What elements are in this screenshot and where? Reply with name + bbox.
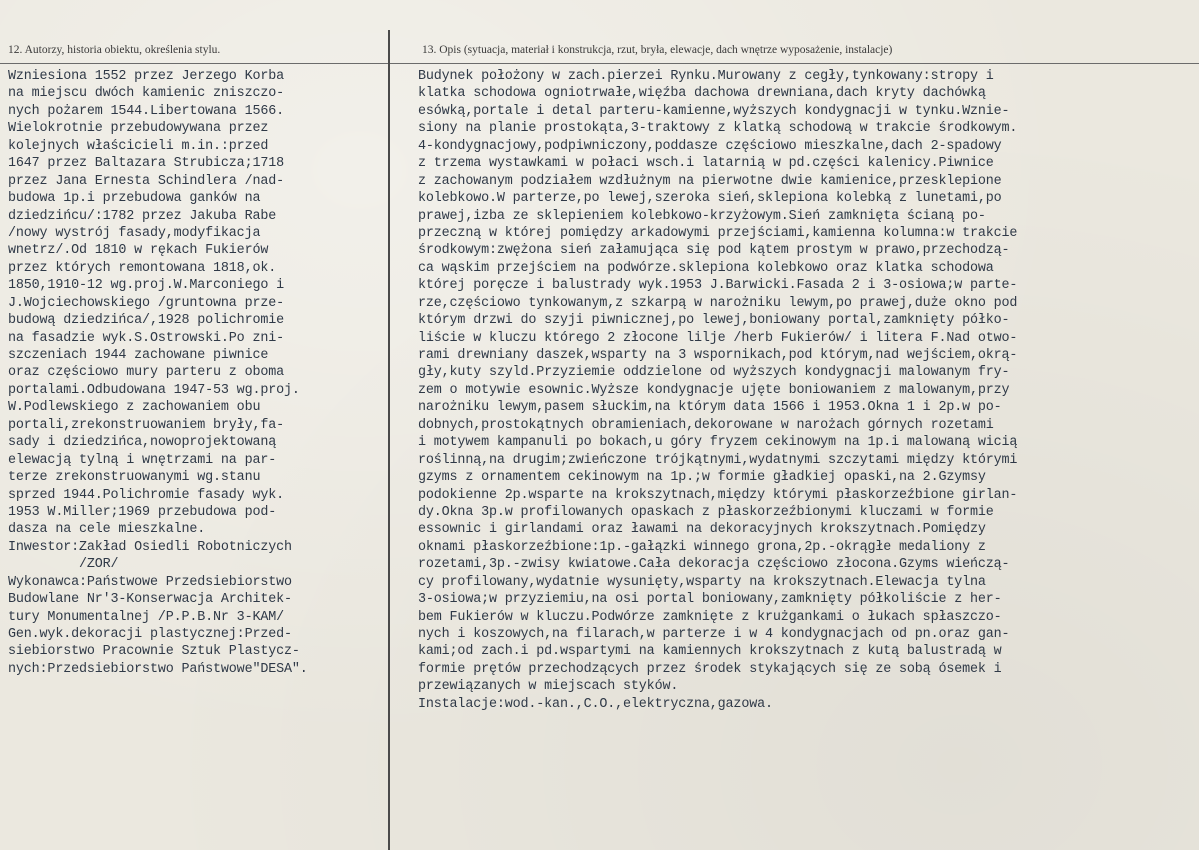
text-line: W.Podlewskiego z zachowaniem obu bbox=[8, 400, 261, 416]
text-line: 1647 przez Baltazara Strubicza;1718 bbox=[8, 156, 284, 172]
text-line: Wzniesiona 1552 przez Jerzego Korba bbox=[8, 69, 284, 84]
text-line: kolejnych właścicieli m.in.:przed bbox=[8, 138, 269, 154]
text-line: sady i dziedzińca,nowoprojektowaną bbox=[8, 435, 277, 451]
text-line: 3-osiowa;w przyziemiu,na osi portal boniowany,zamknięty półkoliście z her- bbox=[418, 592, 1002, 608]
text-line: kami;od zach.i pd.wspartymi na kamiennych krokszytnach z kutą balustradą w bbox=[418, 644, 1002, 660]
text-line: Budynek położony w zach.pierzei Rynku.Murowany z cegły,tynkowany:stropy i bbox=[418, 69, 994, 84]
text-line: rze,częściowo tynkowanym,z szkarpą w narożniku lewym,po prawej,duże okno pod bbox=[418, 295, 1018, 311]
text-line: cy profilowany,wydatnie wysunięty,wsparty na krokszytnach.Elewacja tylna bbox=[418, 574, 986, 590]
text-line: na fasadzie wyk.S.Ostrowski.Po zni- bbox=[8, 330, 284, 346]
text-line: której poręcze i balustrady wyk.1953 J.Barwicki.Fasada 2 i 3-osiowa;w parte- bbox=[418, 278, 1018, 294]
text-line: na miejscu dwóch kamienic zniszczo- bbox=[8, 86, 284, 102]
text-line: /ZOR/ bbox=[8, 557, 119, 573]
history-text-column bbox=[8, 68, 386, 678]
text-line: przez których remontowana 1818,ok. bbox=[8, 260, 277, 276]
text-line: z zachowanym podziałem wzdłużnym na pierwotne dwie kamienice,przesklepione bbox=[418, 173, 1002, 189]
text-line: Budowlane Nr'3-Konserwacja Architek- bbox=[8, 592, 292, 608]
text-line: 4-kondygnacjowy,podpiwniczony,poddasze częściowo mieszkalne,dach 2-spadowy bbox=[418, 138, 1002, 154]
text-line: podokienne 2p.wsparte na krokszytnach,między którymi płaskorzeźbione girlan- bbox=[418, 487, 1018, 503]
text-line: kolebkowo.W parterze,po lewej,szeroka sień,sklepiona kolebką z lunetami,po bbox=[418, 191, 1002, 207]
text-line: bem Fukierów w kluczu.Podwórze zamknięte z krużgankami o łukach spłaszczo- bbox=[418, 609, 1002, 625]
text-line: Wykonawca:Państwowe Przedsiebiorstwo bbox=[8, 574, 292, 590]
text-line: dasza na cele mieszkalne. bbox=[8, 522, 206, 538]
text-line: portali,zrekonstruowaniem bryły,fa- bbox=[8, 417, 284, 433]
text-line: przez Jana Ernesta Schindlera /nad- bbox=[8, 173, 284, 189]
text-line: narożniku lewym,pasem słuckim,na którym data 1566 i 1953.Okna 1 i 2p.w po- bbox=[418, 400, 1002, 416]
text-line: formie prętów przechodzących przez środek stykających się ze sobą ósemek i bbox=[418, 661, 1002, 677]
text-line: nych:Przedsiebiorstwo Państwowe"DESA". bbox=[8, 661, 308, 677]
text-line: budową dziedzińca/,1928 polichromie bbox=[8, 313, 284, 329]
text-line: roślinną,na drugim;zwieńczone trójkątnymi,wydatnymi szczytami między którymi bbox=[418, 452, 1018, 468]
text-line: 1953 W.Miller;1969 przebudowa pod- bbox=[8, 504, 277, 520]
text-line: siony na planie prostokąta,3-traktowy z klatką schodową w trakcie środkowym. bbox=[418, 121, 1018, 137]
text-line: 1850,1910-12 wg.proj.W.Marconiego i bbox=[8, 278, 284, 294]
text-line: oknami płaskorzeźbione:1p.-gałązki winnego grona,2p.-okrągłe medaliony z bbox=[418, 539, 986, 555]
text-line: liście w kluczu którego 2 złocone lilje /herb Fukierów/ i litera F.Nad otwo- bbox=[418, 330, 1018, 346]
text-line: gzyms z ornamentem cekinowym na 1p.;w formie gładkiej opaski,na 2.Gzymsy bbox=[418, 470, 986, 486]
text-line: rozetami,3p.-zwisy kwiatowe.Cała dekoracja częściowo złocona.Gzyms wieńczą- bbox=[418, 557, 1010, 573]
text-line: Wielokrotnie przebudowywana przez bbox=[8, 121, 269, 137]
text-line: sprzed 1944.Polichromie fasady wyk. bbox=[8, 487, 284, 503]
text-line: budowa 1p.i przebudowa ganków na bbox=[8, 191, 261, 207]
text-line: dobnych,prostokątnych obramieniach,dekorowane w narożach górnych rozetami bbox=[418, 417, 994, 433]
text-line: tury Monumentalnej /P.P.B.Nr 3-KAM/ bbox=[8, 609, 284, 625]
text-line: przewiązanych w miejscach styków. bbox=[418, 679, 679, 695]
text-line: dziedzińcu/:1782 przez Jakuba Rabe bbox=[8, 208, 277, 224]
text-line: J.Wojciechowskiego /gruntowna prze- bbox=[8, 295, 284, 311]
text-line: siebiorstwo Pracownie Sztuk Plastycz- bbox=[8, 644, 300, 660]
column-divider bbox=[388, 30, 390, 850]
text-line: środkowym:zwężona sień załamująca się pod kątem prostym w prawo,przechodzą- bbox=[418, 243, 1010, 259]
text-line: którym drzwi do szyji piwnicznej,po lewej,boniowany portal,zamknięty półko- bbox=[418, 313, 1010, 329]
text-line: esówką,portale i detal parteru-kamienne,wyższych kondygnacji w tynku.Wznie- bbox=[418, 103, 1010, 119]
text-line: terze zrekonstruowanymi wg.stanu bbox=[8, 470, 261, 486]
text-line: przeczną w której pomiędzy arkadowymi przejściami,kamienna kolumna:w trakcie bbox=[418, 225, 1018, 241]
text-line: prawej,izba ze sklepieniem kolebkowo-krzyżowym.Sień zamknięta ścianą po- bbox=[418, 208, 986, 224]
text-line: essownic i girlandami oraz ławami na dekoracyjnych krokszytnach.Pomiędzy bbox=[418, 522, 986, 538]
text-line: klatka schodowa ogniotrwałe,więźba dachowa drewniana,dach kryty dachówką bbox=[418, 86, 986, 102]
description-text-column bbox=[418, 68, 1194, 713]
text-line: ca wąskim przejściem na podwórze.sklepiona kolebkowo oraz klatka schodowa bbox=[418, 260, 994, 276]
text-line: /nowy wystrój fasady,modyfikacja bbox=[8, 225, 261, 241]
text-line: nych i koszowych,na filarach,w parterze i w 4 kondygnacjach od pn.oraz gan- bbox=[418, 627, 1010, 642]
text-line: wnetrz/.Od 1810 w rękach Fukierów bbox=[8, 243, 269, 259]
text-line: oraz częściowo mury parteru z oboma bbox=[8, 365, 284, 381]
header-divider bbox=[0, 63, 1199, 64]
section-13-header: 13. Opis (sytuacja, materiał i konstrukcja, rzut, bryła, elewacje, dach wnętrze wyposażenie, instalacje) bbox=[422, 44, 893, 56]
text-line: Inwestor:Zakład Osiedli Robotniczych bbox=[8, 539, 292, 555]
text-line: Gen.wyk.dekoracji plastycznej:Przed- bbox=[8, 627, 292, 642]
section-12-header: 12. Autorzy, historia obiektu, określenia stylu. bbox=[8, 44, 221, 56]
text-line: z trzema wystawkami w połaci wsch.i latarnią w pd.części kalenicy.Piwnice bbox=[418, 156, 994, 172]
text-line: nych pożarem 1544.Libertowana 1566. bbox=[8, 103, 284, 119]
text-line: zem o motywie esownic.Wyższe kondygnacje ujęte boniowaniem z malowanym,przy bbox=[418, 382, 1010, 398]
text-line: rami drewniany daszek,wsparty na 3 wspornikach,pod którym,nad wejściem,okrą- bbox=[418, 348, 1018, 363]
text-line: Instalacje:wod.-kan.,C.O.,elektryczna,gazowa. bbox=[418, 696, 773, 712]
text-line: dy.Okna 3p.w profilowanych opaskach z płaskorzeźbionymi kluczami w formie bbox=[418, 504, 994, 520]
text-line: portalami.Odbudowana 1947-53 wg.proj. bbox=[8, 382, 300, 398]
text-line: gły,kuty szyld.Przyziemie oddzielone od wyższych kondygnacji malowanym fry- bbox=[418, 365, 1010, 381]
text-line: i motywem kampanuli po bokach,u góry fryzem cekinowym na 1p.i malowaną wicią bbox=[418, 435, 1018, 451]
text-line: szczeniach 1944 zachowane piwnice bbox=[8, 348, 269, 363]
text-line: elewacją tylną i wnętrzami na par- bbox=[8, 452, 277, 468]
